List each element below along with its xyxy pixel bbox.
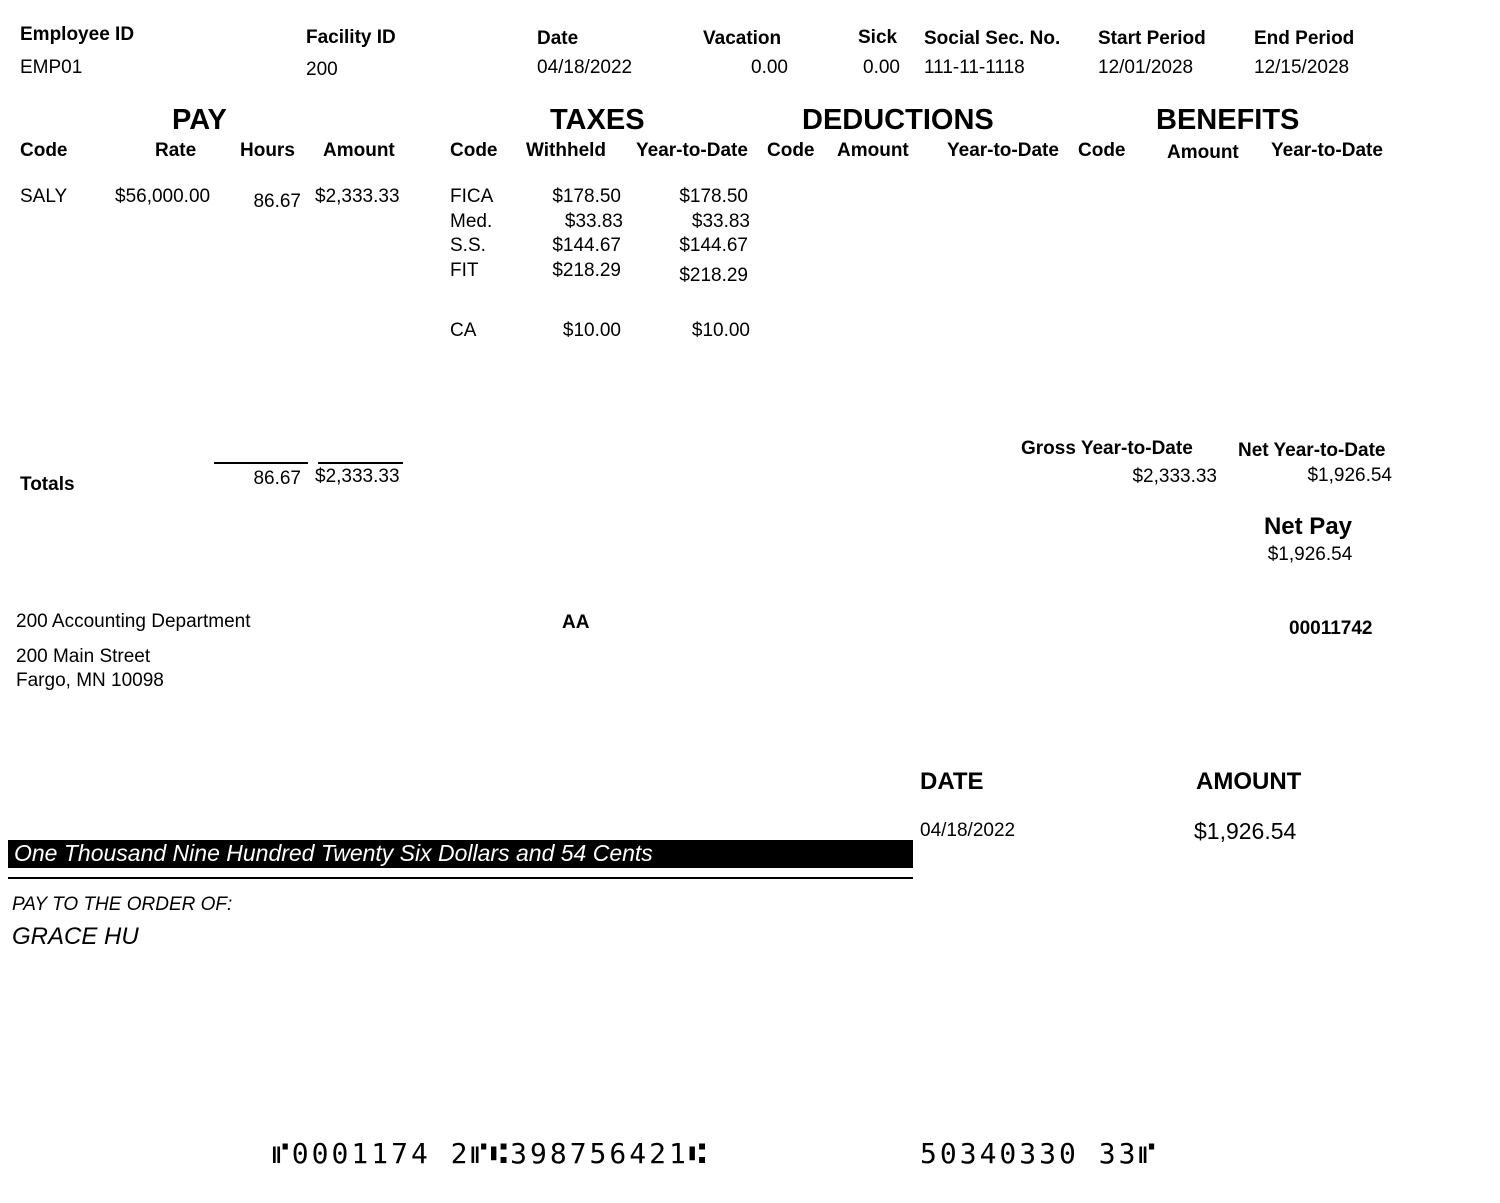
- micr-account-line: 50340330 33⑈: [920, 1137, 1159, 1170]
- tax-withheld: $33.83: [564, 211, 623, 232]
- net-ytd-label: Net Year-to-Date: [1238, 440, 1386, 461]
- tax-code-header: Code: [450, 140, 498, 161]
- tax-ytd: $218.29: [679, 265, 748, 286]
- tax-code: FICA: [450, 186, 494, 207]
- tax-ytd-header: Year-to-Date: [636, 140, 748, 161]
- tax-code: S.S.: [450, 235, 486, 256]
- payer-code: AA: [562, 612, 590, 633]
- deduction-code-header: Code: [767, 140, 815, 161]
- pay-hours-header: Hours: [240, 140, 295, 161]
- employee-id-label: Employee ID: [20, 24, 135, 45]
- payer-city: Fargo, MN 10098: [16, 670, 164, 691]
- totals-amount: $2,333.33: [315, 466, 400, 487]
- payer-street: 200 Main Street: [16, 646, 151, 667]
- vacation-value: 0.00: [751, 57, 788, 78]
- net-pay-value: $1,926.54: [1267, 544, 1353, 565]
- benefit-amount-header: Amount: [1167, 142, 1239, 163]
- net-pay-label: Net Pay: [1263, 513, 1353, 540]
- tax-code: CA: [450, 320, 477, 341]
- employee-id-value: EMP01: [20, 57, 83, 78]
- pay-section-title: PAY: [172, 104, 227, 136]
- pay-amount: $2,333.33: [315, 186, 400, 207]
- tax-withheld-header: Withheld: [526, 140, 607, 161]
- micr-routing-line: ⑈0001174 2⑈⑆398756421⑆: [272, 1137, 709, 1170]
- date-value: 04/18/2022: [537, 57, 633, 78]
- facility-id-value: 200: [306, 59, 338, 80]
- tax-withheld: $178.50: [552, 186, 621, 207]
- end-period-value: 12/15/2028: [1254, 57, 1350, 78]
- sick-value: 0.00: [863, 57, 900, 78]
- benefit-ytd-header: Year-to-Date: [1271, 140, 1383, 161]
- check-amount-label: AMOUNT: [1196, 768, 1302, 795]
- facility-id-label: Facility ID: [306, 27, 396, 48]
- vacation-label: Vacation: [703, 28, 782, 49]
- sick-label: Sick: [858, 27, 898, 48]
- benefit-code-header: Code: [1078, 140, 1126, 161]
- gross-ytd-label: Gross Year-to-Date: [1021, 438, 1193, 459]
- tax-code: FIT: [450, 260, 479, 281]
- tax-ytd: $33.83: [691, 211, 750, 232]
- tax-ytd: $178.50: [679, 186, 748, 207]
- start-period-label: Start Period: [1098, 28, 1206, 49]
- deductions-section-title: DEDUCTIONS: [802, 104, 994, 136]
- totals-label: Totals: [20, 474, 75, 495]
- payer-department: 200 Accounting Department: [16, 611, 251, 632]
- tax-code: Med.: [450, 211, 493, 232]
- benefits-section-title: BENEFITS: [1156, 104, 1300, 136]
- check-date-value: 04/18/2022: [920, 820, 1016, 841]
- tax-ytd: $10.00: [691, 320, 750, 341]
- check-date-label: DATE: [920, 768, 984, 795]
- totals-amount-rule: [318, 462, 403, 464]
- ssn-value: 111-11-1118: [924, 57, 1025, 78]
- totals-hours: 86.67: [253, 468, 301, 489]
- pay-rate: $56,000.00: [115, 186, 211, 207]
- amount-words-underline: [8, 877, 913, 879]
- ssn-label: Social Sec. No.: [924, 28, 1061, 49]
- pay-amount-header: Amount: [323, 140, 395, 161]
- net-ytd-value: $1,926.54: [1307, 465, 1392, 486]
- tax-withheld: $218.29: [552, 260, 621, 281]
- deduction-amount-header: Amount: [837, 140, 909, 161]
- gross-ytd-value: $2,333.33: [1132, 466, 1217, 487]
- check-number: 00011742: [1289, 618, 1373, 639]
- tax-withheld: $10.00: [562, 320, 621, 341]
- tax-withheld: $144.67: [552, 235, 621, 256]
- date-label: Date: [537, 28, 579, 49]
- taxes-section-title: TAXES: [550, 104, 645, 136]
- pay-to-label: PAY TO THE ORDER OF:: [12, 894, 233, 915]
- start-period-value: 12/01/2028: [1098, 57, 1194, 78]
- check-amount-value: $1,926.54: [1194, 818, 1297, 844]
- pay-code: SALY: [20, 186, 68, 207]
- payee-name: GRACE HU: [12, 923, 139, 950]
- amount-in-words: One Thousand Nine Hundred Twenty Six Dollars and 54 Cents: [14, 840, 653, 866]
- end-period-label: End Period: [1254, 28, 1355, 49]
- pay-hours: 86.67: [253, 191, 301, 212]
- pay-rate-header: Rate: [155, 140, 197, 161]
- totals-hours-rule: [214, 462, 308, 464]
- tax-ytd: $144.67: [679, 235, 748, 256]
- pay-code-header: Code: [20, 140, 68, 161]
- deduction-ytd-header: Year-to-Date: [947, 140, 1059, 161]
- amount-in-words-band: [8, 840, 913, 868]
